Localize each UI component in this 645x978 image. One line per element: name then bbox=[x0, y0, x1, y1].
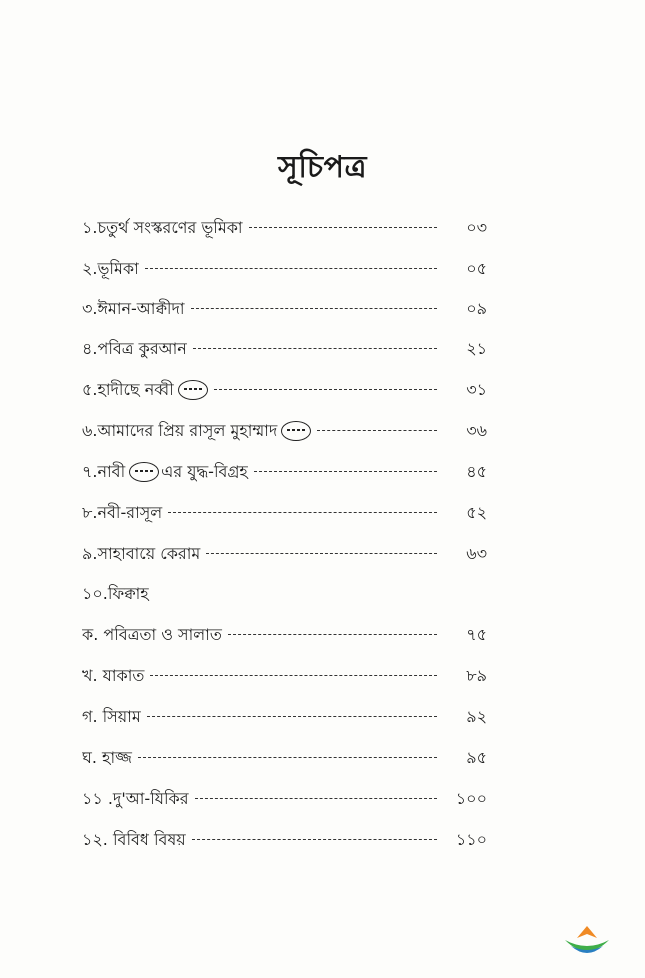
toc-section-heading bbox=[82, 579, 487, 609]
toc-entry bbox=[82, 375, 487, 405]
toc-entry-page: ৬৩ bbox=[466, 543, 487, 563]
toc-entry bbox=[82, 334, 487, 364]
toc-entry-page: ০৩ bbox=[466, 217, 487, 237]
toc-entry bbox=[82, 416, 487, 446]
dot-leader bbox=[168, 512, 437, 515]
dot-leader bbox=[150, 675, 437, 678]
toc-entry-page: ০৯ bbox=[466, 298, 487, 318]
page-title: সূচিপত্র bbox=[278, 150, 367, 185]
toc-entry bbox=[82, 457, 487, 487]
toc-entry-label: ৮.নবী-রাসূল bbox=[82, 502, 163, 522]
toc-entry bbox=[82, 294, 487, 324]
toc-entry-label-suffix: এর যুদ্ধ-বিগ্রহ bbox=[161, 461, 248, 481]
toc-entry-page: ৮৯ bbox=[466, 665, 487, 685]
toc-entry-label: ৬.আমাদের প্রিয় রাসূল মুহাম্মাদ bbox=[82, 420, 278, 440]
toc-entry-label: ৫.হাদীছে নব্বী bbox=[82, 379, 174, 399]
dot-leader bbox=[206, 553, 437, 556]
dot-leader bbox=[228, 634, 437, 637]
toc-entry bbox=[82, 213, 487, 243]
toc-entry-label: ৭.নাবী bbox=[82, 461, 126, 481]
dot-leader bbox=[195, 798, 437, 801]
honorific-seal-icon bbox=[281, 421, 311, 441]
toc-entry-page: ১১০ bbox=[455, 829, 487, 849]
toc-entry-label: ১.চতুর্থ সংস্করণের ভূমিকা bbox=[82, 217, 243, 237]
toc-entry-label: গ. সিয়াম bbox=[82, 706, 141, 726]
toc-entry bbox=[82, 784, 487, 814]
toc-entry-page: ২১ bbox=[466, 338, 487, 358]
toc-entry-page: ১০০ bbox=[455, 788, 487, 808]
toc-entry-label: ২.ভূমিকা bbox=[82, 258, 139, 278]
dot-leader bbox=[191, 308, 437, 311]
toc-entry bbox=[82, 825, 487, 855]
toc-entry-label: ৩.ঈমান-আক্বীদা bbox=[82, 298, 185, 318]
dot-leader bbox=[254, 471, 437, 474]
toc-entry bbox=[82, 743, 487, 773]
toc-entry-label: ১০.ফিক্বাহ bbox=[82, 583, 149, 603]
publisher-logo-icon bbox=[563, 922, 611, 958]
dot-leader bbox=[214, 389, 437, 392]
toc-entry bbox=[82, 539, 487, 569]
toc-entry-label: ৯.সাহাবায়ে কেরাম bbox=[82, 543, 201, 563]
toc-entry bbox=[82, 498, 487, 528]
dot-leader bbox=[138, 757, 437, 760]
toc-entry bbox=[82, 702, 487, 732]
dot-leader bbox=[249, 227, 437, 230]
toc-entry bbox=[82, 254, 487, 284]
toc-entry bbox=[82, 661, 487, 691]
toc-entry bbox=[82, 620, 487, 650]
toc-entry-page: ৭৫ bbox=[466, 624, 487, 644]
toc-entry-label: ১২. বিবিধ বিষয় bbox=[82, 829, 186, 849]
toc-entry-label: ঘ. হাজ্জ bbox=[82, 747, 132, 767]
toc-entry-page: ৩৬ bbox=[466, 420, 487, 440]
dot-leader bbox=[147, 716, 437, 719]
honorific-seal-icon bbox=[129, 462, 159, 482]
toc-entry-page: ৫২ bbox=[466, 502, 487, 522]
toc-entry-page: ০৫ bbox=[466, 258, 487, 278]
dot-leader bbox=[317, 430, 437, 433]
toc-entry-page: ৩১ bbox=[466, 379, 487, 399]
dot-leader bbox=[192, 839, 437, 842]
toc-entry-page: ৪৫ bbox=[466, 461, 487, 481]
dot-leader bbox=[145, 268, 437, 271]
dot-leader bbox=[193, 348, 437, 351]
toc-entry-label: খ. যাকাত bbox=[82, 665, 145, 685]
toc-entry-page: ৯২ bbox=[466, 706, 487, 726]
toc-entry-page: ৯৫ bbox=[466, 747, 487, 767]
honorific-seal-icon bbox=[178, 380, 208, 400]
toc-entry-label: ৪.পবিত্র কুরআন bbox=[82, 338, 187, 358]
toc-entry-label: ১১ .দু'আ-যিকির bbox=[82, 788, 189, 808]
toc-entry-label: ক. পবিত্রতা ও সালাত bbox=[82, 624, 222, 644]
